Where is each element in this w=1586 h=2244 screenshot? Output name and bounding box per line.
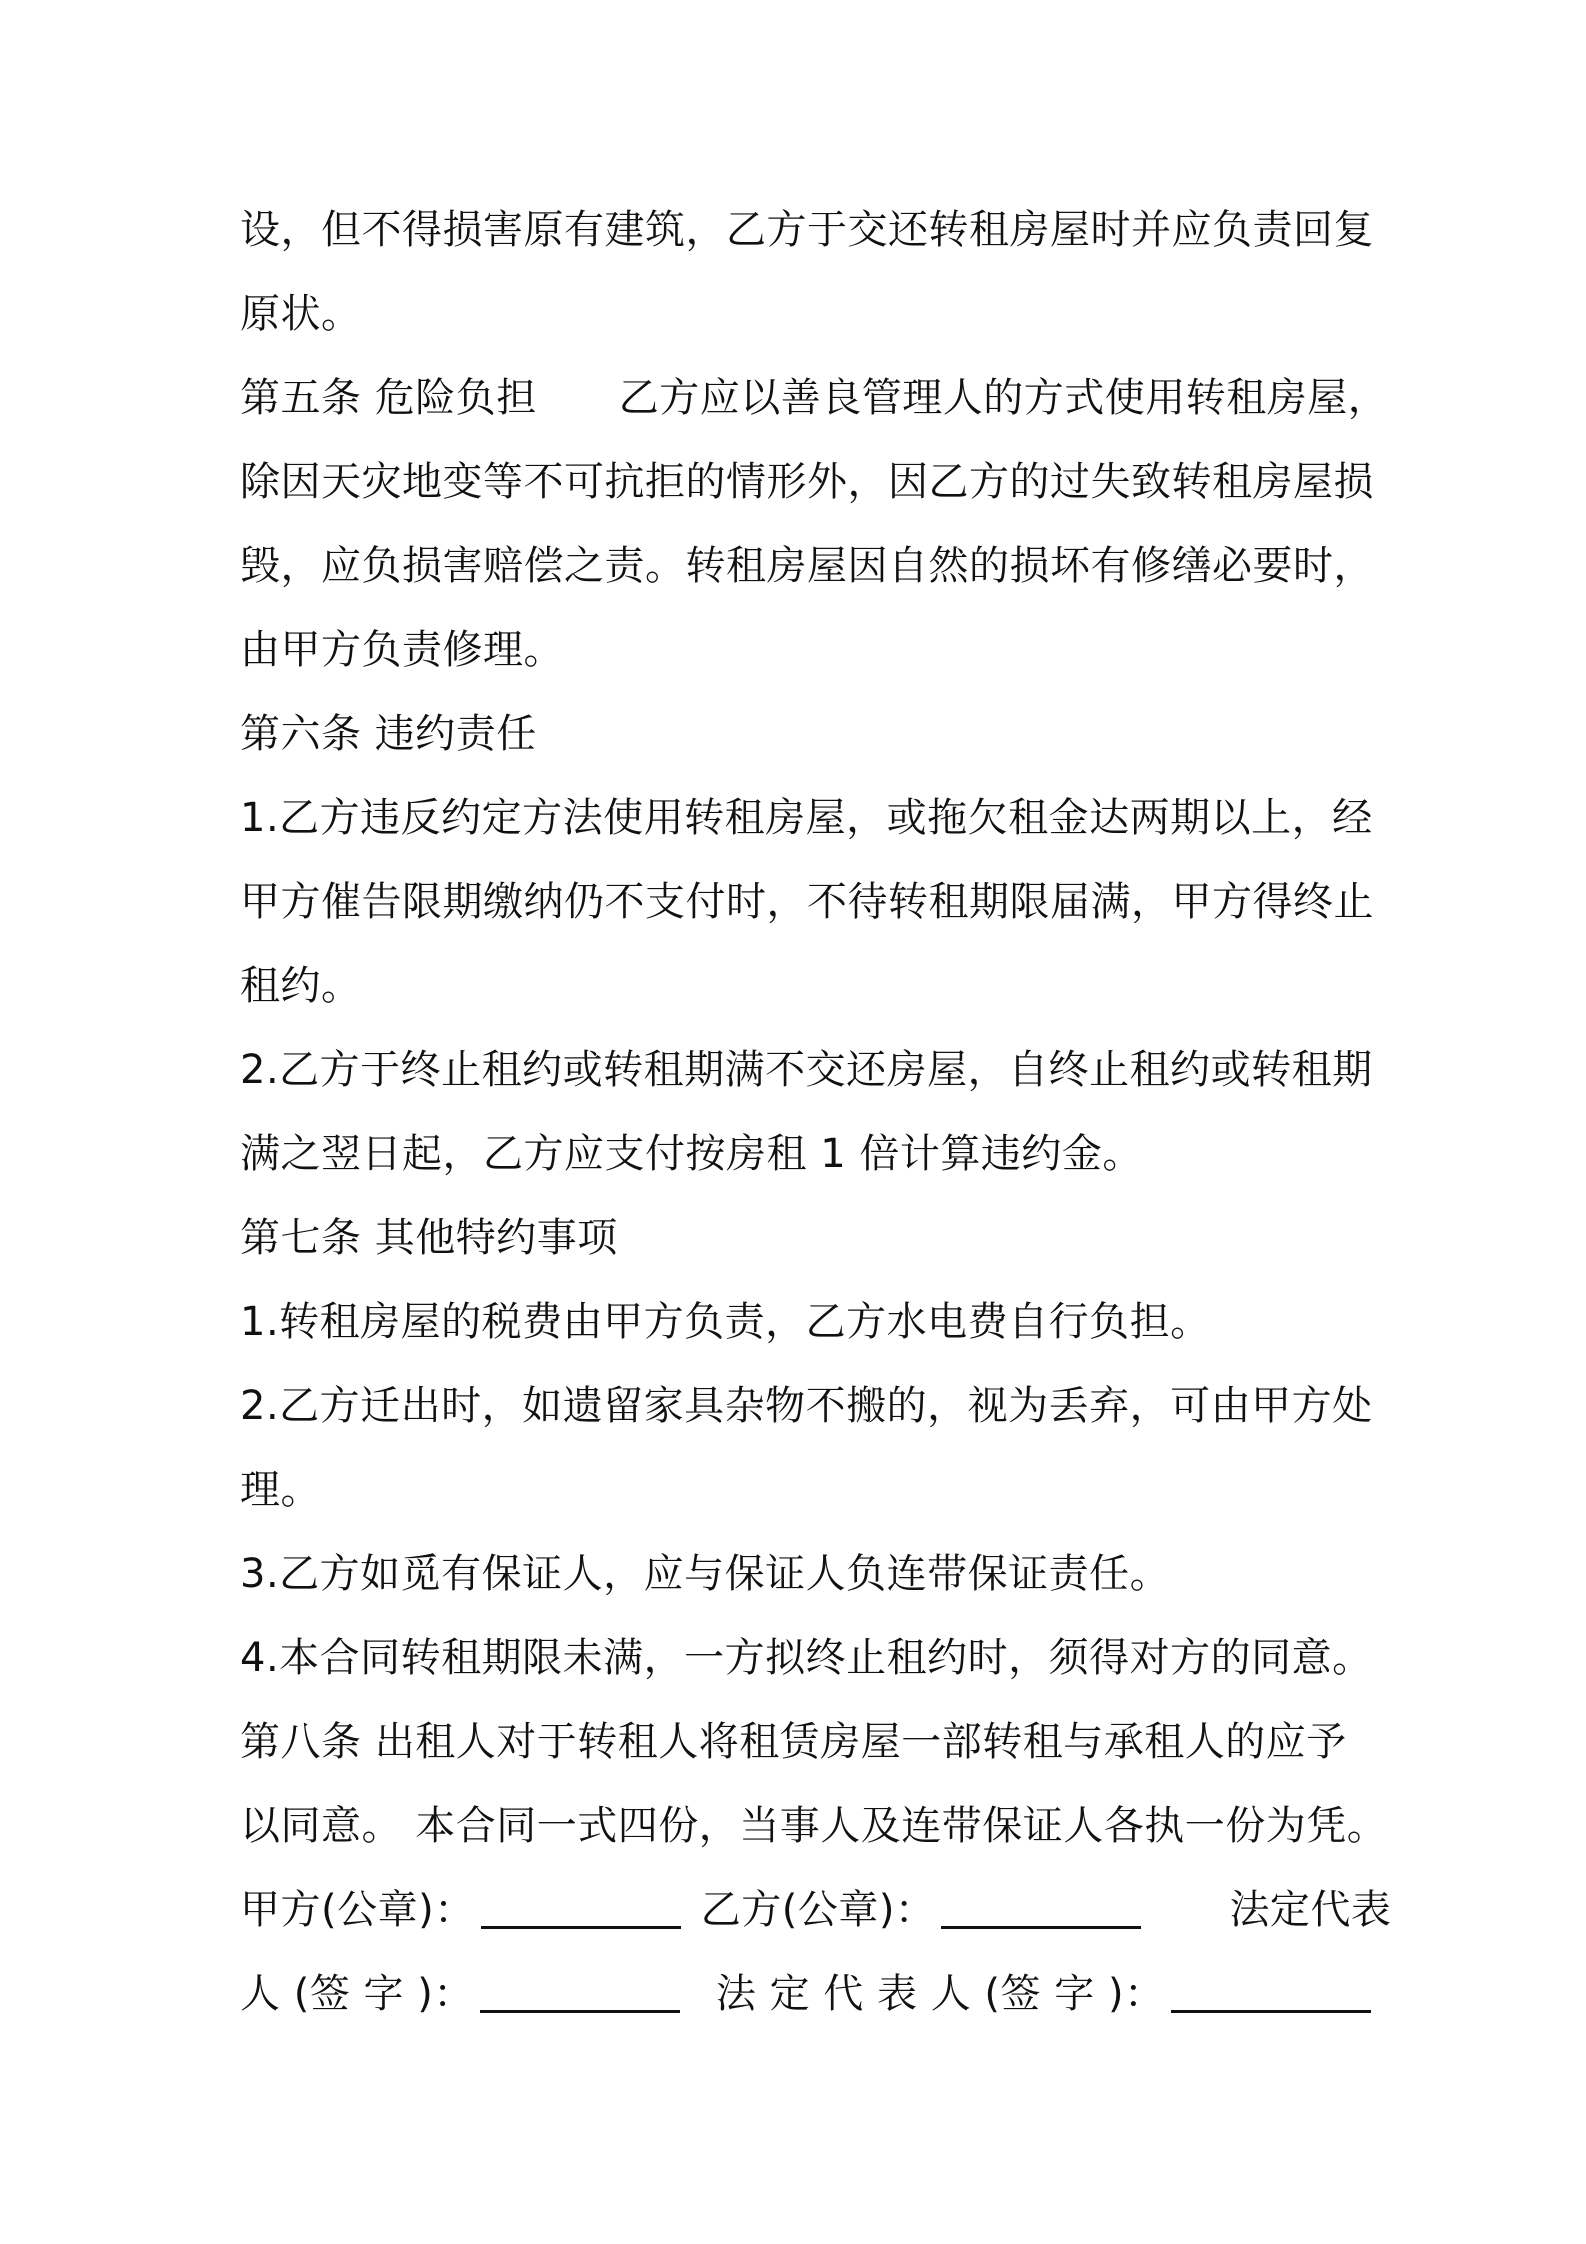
text-line: 2.乙方迁出时，如遗留家具杂物不搬的，视为丢弃，可由甲方处 [240, 1383, 1373, 1429]
text-line: 以同意。 本合同一式四份，当事人及连带保证人各执一份为凭。 [240, 1803, 1388, 1849]
article-5-heading: 第五条 危险负担 [240, 375, 537, 421]
text-line: 租约。 [240, 963, 362, 1009]
text-line: 1.乙方违反约定方法使用转租房屋，或拖欠租金达两期以上，经 [240, 795, 1373, 841]
signature-line-2 [240, 1952, 1370, 2036]
article-8-line: 第八条 出租人对于转租人将租赁房屋一部转租与承租人的应予 [240, 1719, 1347, 1765]
text-line: 除因天灾地变等不可抗拒的情形外，因乙方的过失致转租房屋损 [240, 459, 1374, 505]
legal-rep-a-label-start: 法定代表 [1229, 1887, 1392, 1933]
text-line: 3.乙方如觅有保证人，应与保证人负连带保证责任。 [240, 1551, 1171, 1597]
text-line: 毁，应负损害赔偿之责。转租房屋因自然的损坏有修缮必要时， [240, 543, 1374, 589]
party-b-seal-blank [941, 1886, 1141, 1929]
text-line: 由甲方负责修理。 [240, 627, 564, 673]
legal-rep-a-label-end: 人 (签 字 )： [240, 1971, 474, 2017]
text-line: 理。 [240, 1467, 321, 1513]
article-5-text: 乙方应以善良管理人的方式使用转租房屋， [618, 375, 1389, 421]
text-line: 1.转租房屋的税费由甲方负责，乙方水电费自行负担。 [240, 1299, 1211, 1345]
text-line: 原状。 [240, 291, 362, 337]
contract-body [240, 188, 1392, 2036]
legal-rep-b-signature-blank [1171, 1970, 1371, 2013]
article-5-line [240, 356, 1389, 440]
article-7-heading: 第七条 其他特约事项 [240, 1215, 618, 1261]
text-line: 甲方催告限期缴纳仍不支付时，不待转租期限届满，甲方得终止 [240, 879, 1374, 925]
article-6-heading: 第六条 违约责任 [240, 711, 537, 757]
text-line: 2.乙方于终止租约或转租期满不交还房屋，自终止租约或转租期 [240, 1047, 1373, 1093]
party-a-seal-blank [481, 1886, 681, 1929]
legal-rep-b-label: 法 定 代 表 人 (签 字 )： [715, 1971, 1165, 2017]
party-b-seal-label: 乙方(公章)： [700, 1887, 936, 1933]
party-a-seal-label: 甲方(公章)： [240, 1887, 475, 1933]
text-line: 满之翌日起，乙方应支付按房租 1 倍计算违约金。 [240, 1131, 1143, 1177]
signature-line-1 [240, 1868, 1392, 1952]
legal-rep-a-signature-blank [480, 1970, 680, 2013]
text-line: 设，但不得损害原有建筑，乙方于交还转租房屋时并应负责回复 [240, 207, 1374, 253]
text-line: 4.本合同转租期限未满，一方拟终止租约时，须得对方的同意。 [240, 1635, 1373, 1681]
